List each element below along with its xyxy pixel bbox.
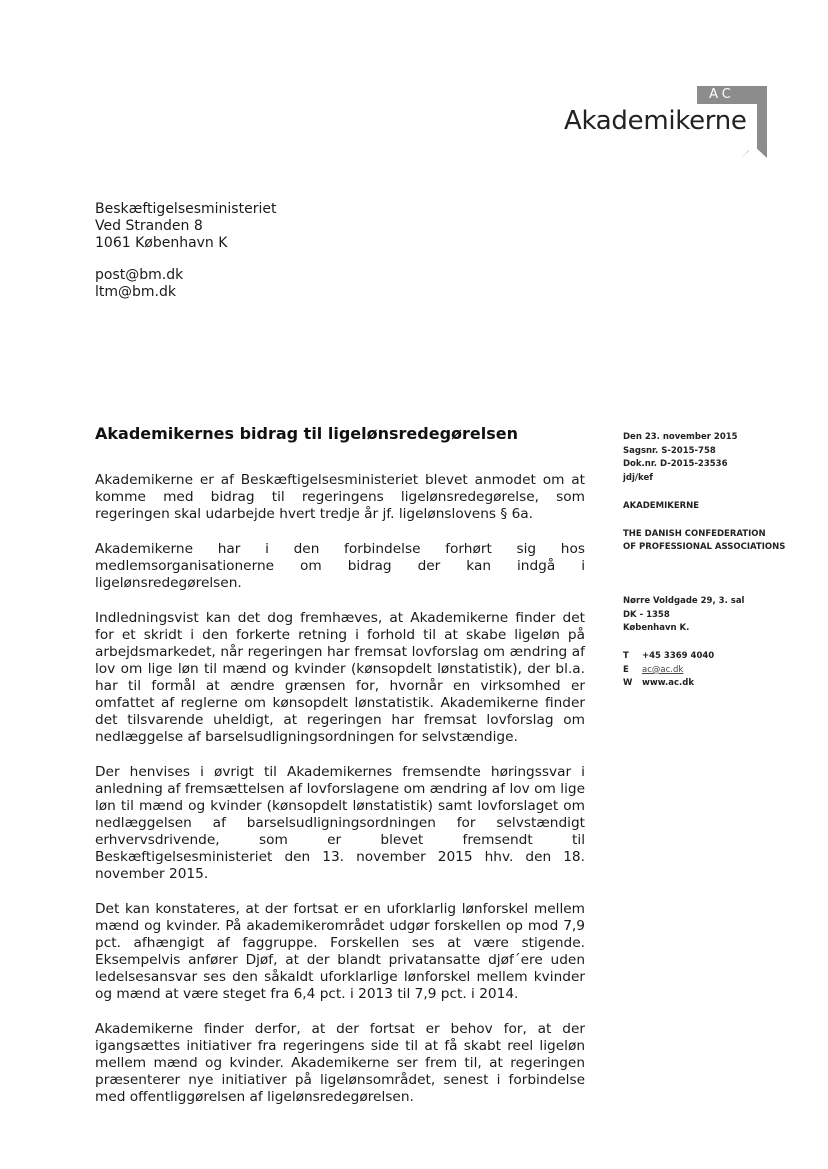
web-link[interactable]: www.ac.dk xyxy=(642,678,694,689)
akademikerne-logo xyxy=(560,82,770,160)
recipient-address xyxy=(95,201,276,252)
initials: jdj/kef xyxy=(623,473,653,484)
case-number: Sagsnr. S-2015-758 xyxy=(623,445,716,456)
document-number: Dok.nr. D-2015-23536 xyxy=(623,459,728,470)
recipient-emails xyxy=(95,267,183,301)
org-english-name xyxy=(623,528,786,555)
recipient-line: Beskæftigelsesministeriet xyxy=(95,201,277,217)
web-key: W xyxy=(623,678,633,689)
logo-name: Akademikerne xyxy=(564,106,747,136)
body-paragraph: Akademikerne er af Beskæftigelsesministeriet blevet anmodet om at komme med bidrag til regeringens ligelønsredegørelse, som regeringen skal udarbejde hvert tredje år jf. ligelønslovens § 6a. xyxy=(95,472,585,522)
body-paragraph: Det kan konstateres, at der fortsat er en uforklarlig lønforskel mellem mænd og kvinder. På akademikerområdet udgør forskellen op mod 7,9 pct. afhængigt af faggruppe. Forskellen ses at være stigende. Eksempelvis anfører Djøf, at der blandt privatansatte djøf´ere uden ledelsesansvar ses den såkaldt uforklarlige lønforskel mellem kvinder og mænd at være steget fra 6,4 pct. i 2013 til 7,9 pct. i 2014. xyxy=(95,901,585,1002)
recipient-email: post@bm.dk xyxy=(95,267,184,283)
sender-address xyxy=(623,595,783,636)
sender-city: København K. xyxy=(623,623,690,634)
email-link[interactable]: ac@ac.dk xyxy=(642,664,684,675)
phone-key: T xyxy=(623,651,629,662)
contact-info xyxy=(623,650,783,691)
body-paragraph: Akademikerne har i den forbindelse forhørt sig hos medlemsorganisationerne om bidrag der kan indgå i ligelønsredegørelsen. xyxy=(95,541,585,591)
logo-badge: AC xyxy=(697,86,747,104)
org-name-block xyxy=(623,500,783,514)
contact-phone xyxy=(623,650,783,664)
org-name: AKADEMIKERNE xyxy=(623,500,700,511)
org-english-line: OF PROFESSIONAL ASSOCIATIONS xyxy=(623,542,786,553)
body-paragraph: Akademikerne finder derfor, at der fortsat er behov for, at der igangsættes initiativer fra regeringens side til at få skabt reel ligeløn mellem mænd og kvinder. Akademikerne ser frem til, at regeringen præsenterer nye initiativer på ligelønsområdet, senest i forbindelse med offentliggørelsen af ligelønsredegørelsen. xyxy=(95,1021,585,1105)
letter-body xyxy=(95,472,585,1124)
sidebar-info xyxy=(623,431,786,705)
contact-web[interactable] xyxy=(623,677,783,691)
sender-postal: DK - 1358 xyxy=(623,609,670,620)
org-english-line: THE DANISH CONFEDERATION xyxy=(623,528,766,539)
letter-subject: Akademikernes bidrag til ligelønsredegørelsen xyxy=(95,424,519,443)
body-paragraph: Indledningsvist kan det dog fremhæves, at Akademikerne finder det for et skridt i den forkerte retning i forhold til at skabe ligeløn på arbejdsmarkedet, når regeringen har fremsat lovforslag om ændring af lov om lige løn til mænd og kvinder (kønsopdelt lønstatistik), der bl.a. har til formål at ændre grænsen for, hvornår en virksomhed er omfattet af reglerne om kønsopdelt lønstatistik. Akademikerne finder det tilsvarende uheldigt, at regeringen har fremsat lovforslag om nedlæggelse af barselsudligningsordningen for selvstændige. xyxy=(95,610,585,745)
recipient-line: 1061 København K xyxy=(95,235,228,251)
body-paragraph: Der henvises i øvrigt til Akademikernes fremsendte høringssvar i anledning af fremsættelsen af lovforslagene om ændring af lov om lige løn til mænd og kvinder (kønsopdelt lønstatistik) samt lovforslaget om nedlæggelsen af barselsudligningsordningen for selvstændigt erhvervsdrivende, som er blevet fremsendt til Beskæftigelsesministeriet den 13. november 2015 hhv. den 18. november 2015. xyxy=(95,764,585,882)
email-key: E xyxy=(623,664,629,675)
recipient-line: Ved Stranden 8 xyxy=(95,218,203,234)
phone-value: +45 3369 4040 xyxy=(642,651,715,662)
document-meta xyxy=(623,431,783,486)
sender-street: Nørre Voldgade 29, 3. sal xyxy=(623,595,745,606)
letter-date: Den 23. november 2015 xyxy=(623,432,738,442)
recipient-email: ltm@bm.dk xyxy=(95,284,176,300)
contact-email[interactable] xyxy=(623,664,783,678)
